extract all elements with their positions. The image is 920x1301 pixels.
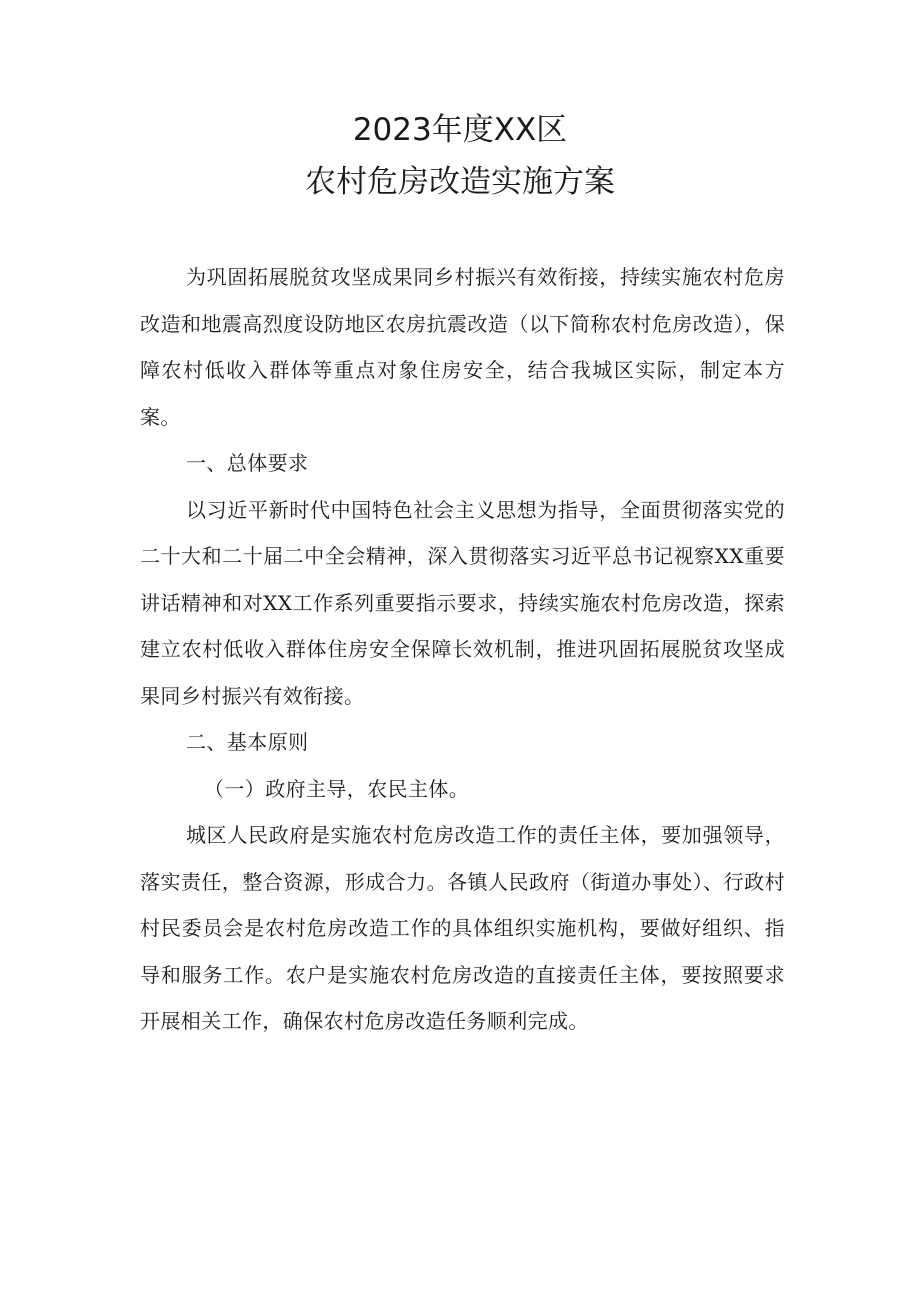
document-title-line-1: 2023年度XX区: [352, 112, 568, 148]
section-2-heading: 二、基本原则: [186, 730, 309, 754]
intro-paragraph: 为巩固拓展脱贫攻坚成果同乡村振兴有效衔接，持续实施农村危房改造和地震高烈度设防地区农房抗震改造（以下简称农村危房改造），保障农村低收入群体等重点对象住房安全，结合我城区实际，制定本方案。: [140, 265, 785, 429]
section-2-sub-1-paragraph: 城区人民政府是实施农村危房改造工作的责任主体，要加强领导，落实责任，整合资源，形成合力。各镇人民政府（街道办事处）、行政村村民委员会是农村危房改造工作的具体组织实施机构，要做好组织、指导和服务工作。农户是实施农村危房改造的直接责任主体，要按照要求开展相关工作，确保农村危房改造任务顺利完成。: [140, 823, 785, 1033]
section-1-paragraph: 以习近平新时代中国特色社会主义思想为指导，全面贯彻落实党的二十大和二十届二中全会精神，深入贯彻落实习近平总书记视察XX重要讲话精神和对XX工作系列重要指示要求，持续实施农村危房改造，探索建立农村低收入群体住房安全保障长效机制，推进巩固拓展脱贫攻坚成果同乡村振兴有效衔接。: [140, 497, 785, 708]
document-title-line-2: 农村危房改造实施方案: [305, 164, 615, 200]
document-body: [140, 254, 785, 1045]
section-1-heading: 一、总体要求: [186, 451, 309, 475]
section-2-subheading-1: （一）政府主导，农民主体。: [204, 776, 470, 801]
